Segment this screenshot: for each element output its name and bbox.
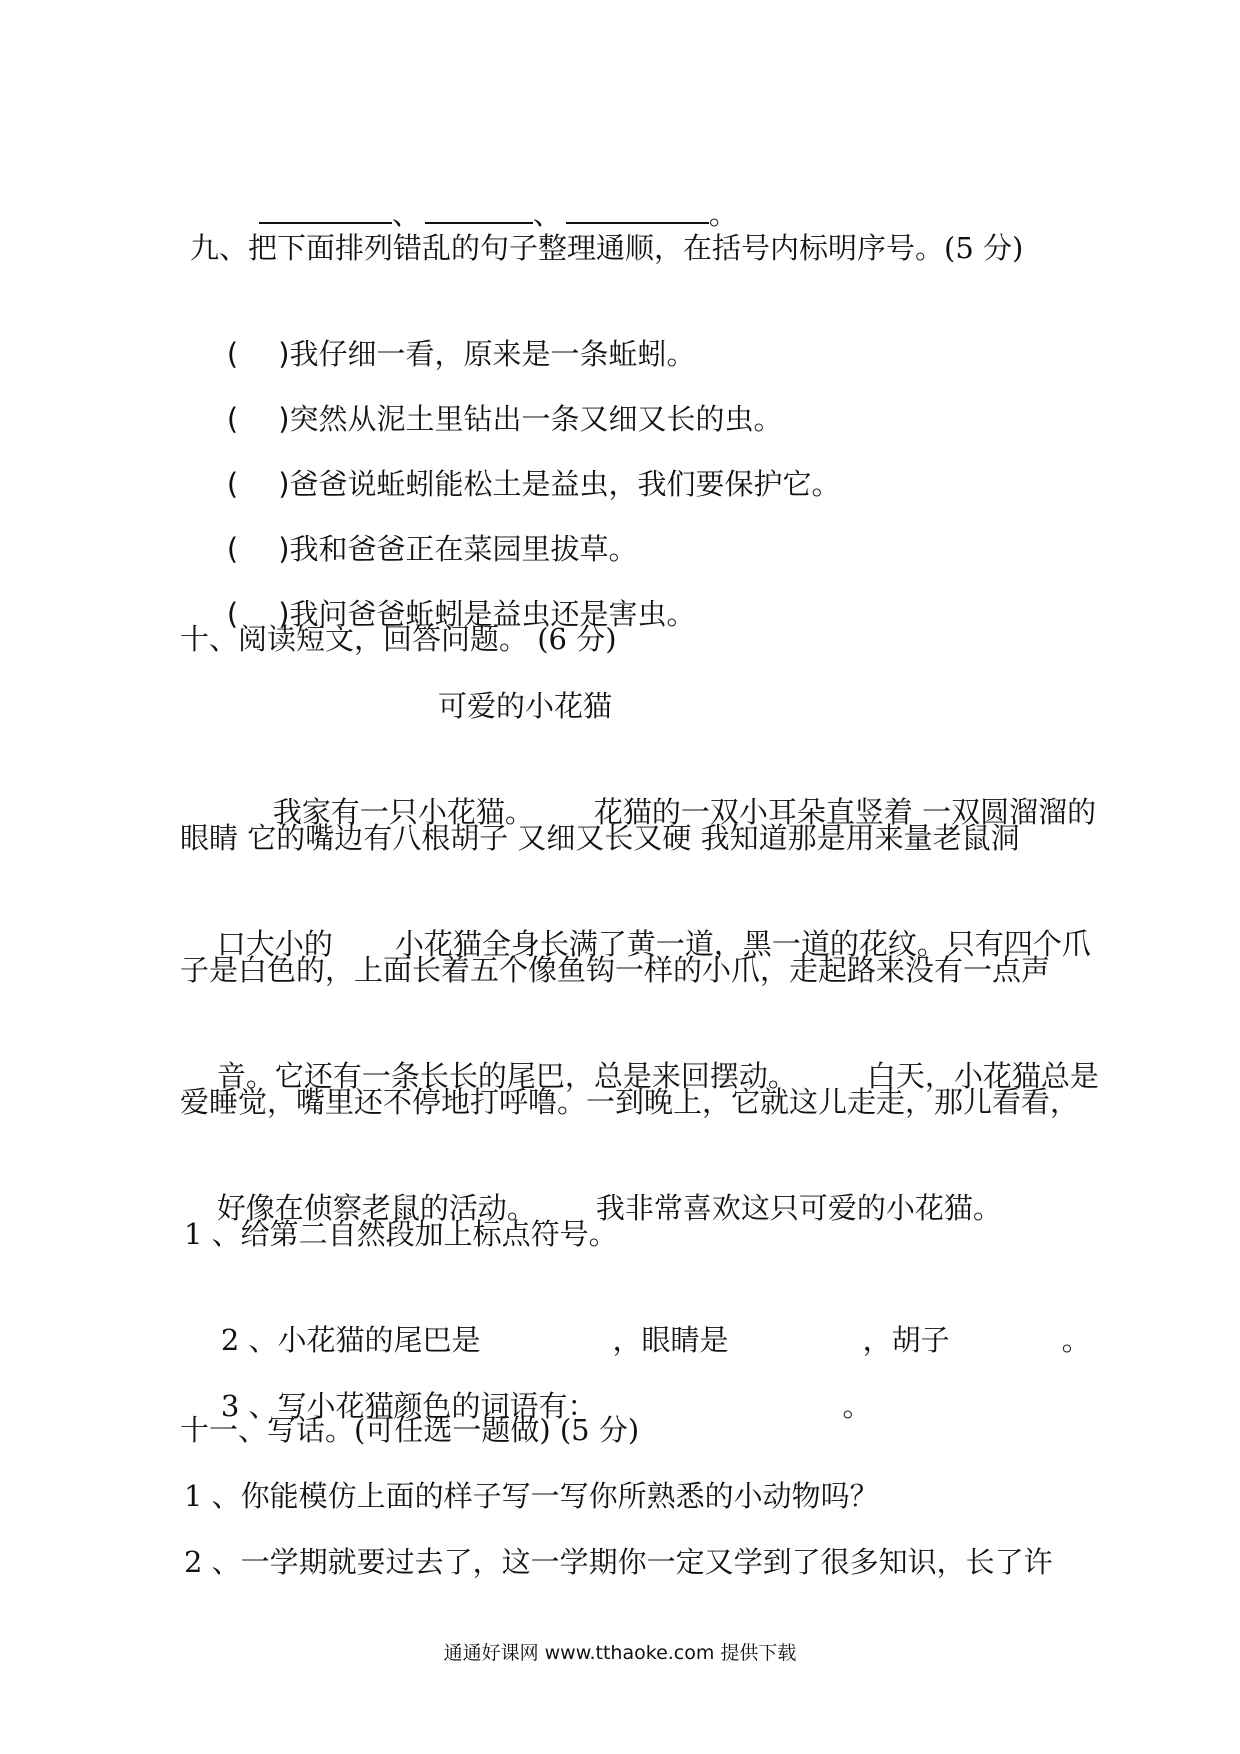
question-text: ，眼睛是 bbox=[612, 1323, 729, 1357]
separator: 、 bbox=[532, 197, 562, 231]
passage-text: 音。它还有一条长长的尾巴，总是来回摆动。 bbox=[216, 1059, 797, 1093]
passage-text: 花猫的一双小耳朵直竖着 一双圆溜溜的 bbox=[593, 795, 1097, 829]
question-text: ，胡子 bbox=[862, 1323, 950, 1357]
passage-text: 白天，小花猫总是 bbox=[866, 1059, 1099, 1093]
passage-text: 小花猫全身长满了黄一道，黑一道的花纹。只有四个爪 bbox=[394, 927, 1091, 961]
passage-text: 口大小的 bbox=[216, 927, 333, 961]
question-10-1: 1 、给第二自然段加上标点符号。 bbox=[184, 1217, 618, 1251]
question-11-1: 1 、你能模仿上面的样子写一写你所熟悉的小动物吗？ bbox=[184, 1479, 879, 1513]
question-text: 。 bbox=[1061, 1323, 1091, 1357]
question-10-title: 十、阅读短文，回答问题。 (6 分) bbox=[180, 622, 617, 656]
question-9-title: 九、把下面排列错乱的句子整理通顺，在括号内标明序号。(5 分) bbox=[190, 231, 1024, 265]
question-11-title: 十一、写话。(可任选一题做) (5 分) bbox=[180, 1413, 640, 1447]
footer-watermark: 通通好课网 www.tthaoke.com 提供下载 bbox=[443, 1642, 797, 1664]
passage-text: 我家有一只小花猫。 bbox=[272, 795, 534, 829]
paren-close: ) bbox=[278, 597, 290, 631]
ordering-item-text: 突然从泥土里钻出一条又细又长的虫。 bbox=[289, 402, 783, 436]
question-text: 3 、写小花猫颜色的词语有： bbox=[220, 1389, 597, 1423]
paren-open: ( bbox=[226, 467, 239, 501]
passage-line: 子是白色的，上面长着五个像鱼钩一样的小爪，走起路来没有一点声 bbox=[180, 953, 1051, 987]
paren-open: ( bbox=[226, 337, 239, 371]
passage-text: 好像在侦察老鼠的活动。 bbox=[216, 1191, 536, 1225]
paren-open: ( bbox=[226, 402, 239, 436]
ordering-item-text: 我仔细一看，原来是一条蚯蚓。 bbox=[289, 337, 696, 371]
question-text: 。 bbox=[842, 1389, 872, 1423]
ordering-item-text: 我问爸爸蚯蚓是益虫还是害虫。 bbox=[289, 597, 696, 631]
answer-blank[interactable] bbox=[566, 196, 709, 224]
question-text: 2 、小花猫的尾巴是 bbox=[220, 1323, 481, 1357]
passage-line: 爱睡觉，嘴里还不停地打呼噜。一到晚上，它就这儿走走，那儿看看， bbox=[180, 1085, 1080, 1119]
answer-blank[interactable] bbox=[425, 196, 533, 224]
question-11-2: 2 、一学期就要过去了，这一学期你一定又学到了很多知识，长了许 bbox=[184, 1545, 1053, 1579]
answer-blank[interactable] bbox=[259, 196, 392, 224]
passage-line: 眼睛 它的嘴边有八根胡子 又细又长又硬 我知道那是用来量老鼠洞 bbox=[180, 821, 1020, 855]
passage-title: 可爱的小花猫 bbox=[438, 689, 613, 723]
paren-close: ) bbox=[278, 532, 290, 566]
paren-close: ) bbox=[278, 337, 290, 371]
ordering-item-text: 爸爸说蚯蚓能松土是益虫，我们要保护它。 bbox=[289, 467, 841, 501]
ordering-item-text: 我和爸爸正在菜园里拔草。 bbox=[289, 532, 638, 566]
passage-text: 我非常喜欢这只可爱的小花猫。 bbox=[595, 1191, 1002, 1225]
paren-open: ( bbox=[226, 597, 239, 631]
separator: 、 bbox=[391, 197, 421, 231]
period: 。 bbox=[708, 197, 738, 231]
paren-close: ) bbox=[278, 402, 290, 436]
paren-close: ) bbox=[278, 467, 290, 501]
paren-open: ( bbox=[226, 532, 239, 566]
